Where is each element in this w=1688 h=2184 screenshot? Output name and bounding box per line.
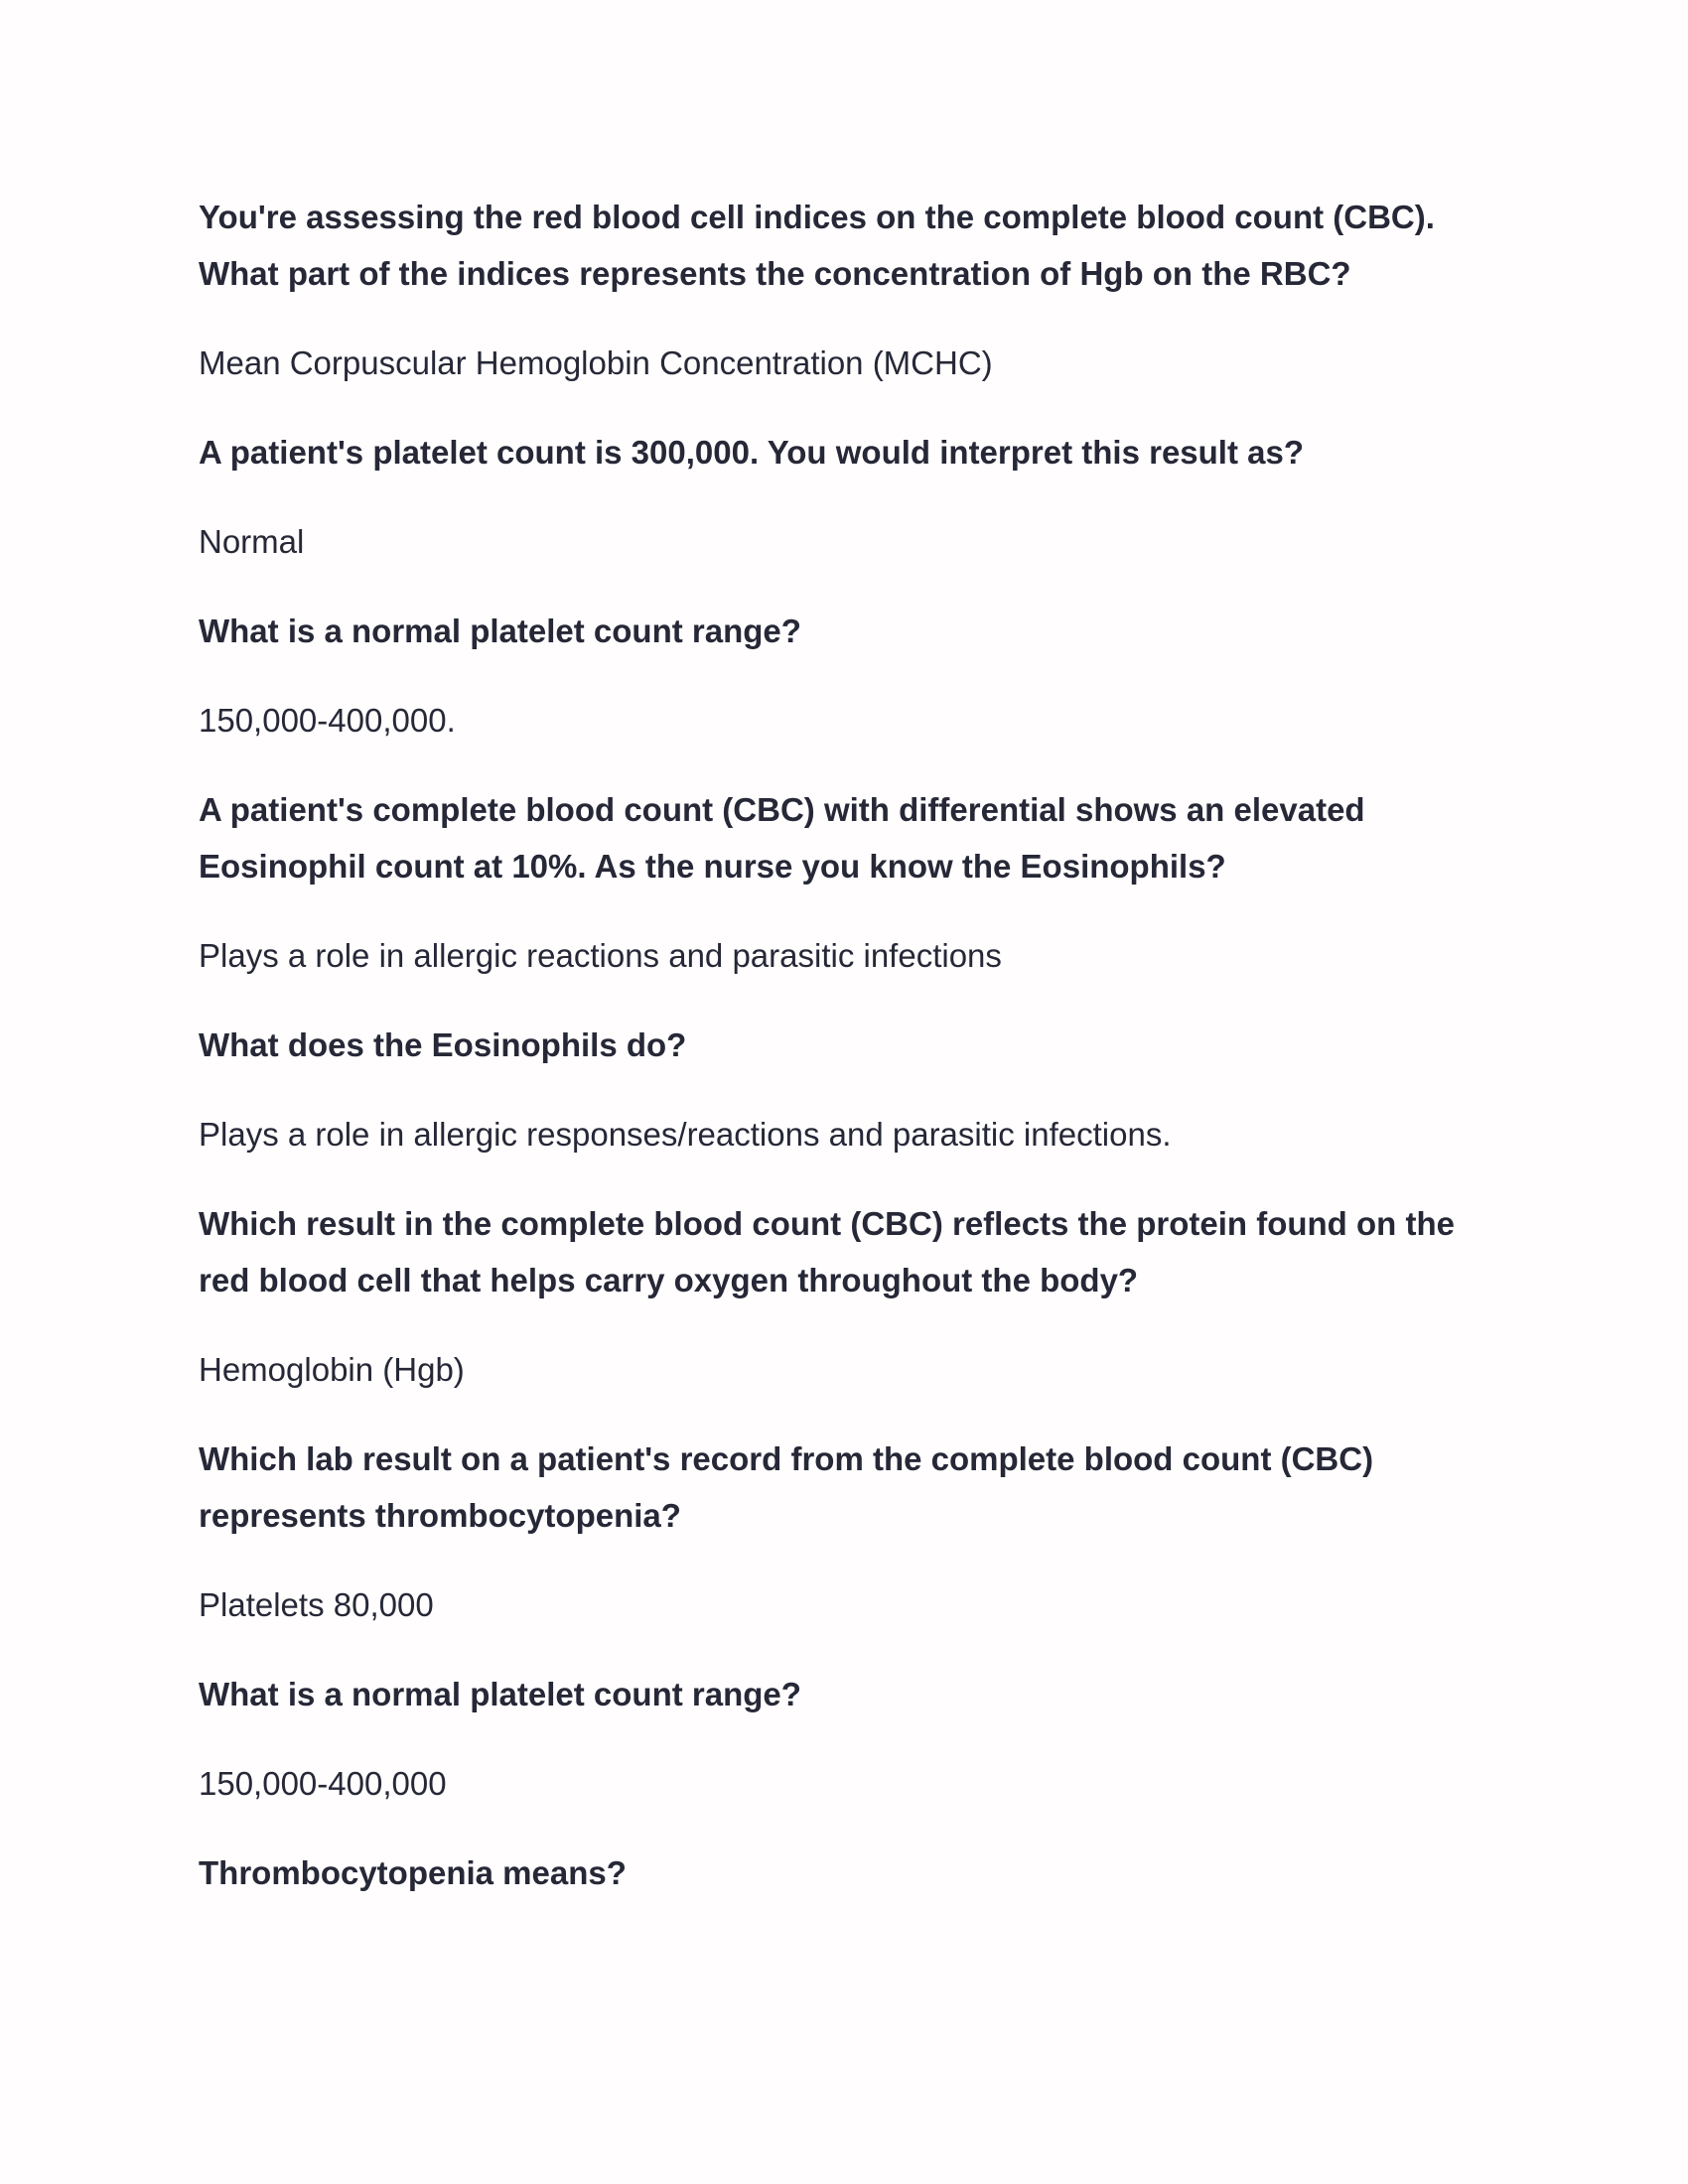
document-page bbox=[199, 189, 1489, 1901]
answer-text: Hemoglobin (Hgb) bbox=[199, 1351, 465, 1388]
answer-text: 150,000-400,000. bbox=[199, 702, 456, 739]
question-text: Thrombocytopenia means? bbox=[199, 1854, 627, 1891]
question-text: A patient's complete blood count (CBC) with differential shows an elevated Eosinophil count at 10%. As the nurse you know the Eosinophils? bbox=[199, 791, 1365, 885]
answer-text: Normal bbox=[199, 523, 305, 560]
answer-text: Plays a role in allergic responses/reactions and parasitic infections. bbox=[199, 1116, 1172, 1153]
qa-item bbox=[199, 1844, 1489, 1901]
question-text: A patient's platelet count is 300,000. You would interpret this result as? bbox=[199, 434, 1304, 471]
qa-item bbox=[199, 1666, 1489, 1812]
question-text: What does the Eosinophils do? bbox=[199, 1026, 687, 1063]
qa-item bbox=[199, 781, 1489, 984]
question-text: Which result in the complete blood count (CBC) reflects the protein found on the red blood cell that helps carry oxygen throughout the body? bbox=[199, 1205, 1455, 1298]
question-text: What is a normal platelet count range? bbox=[199, 1676, 801, 1712]
answer-text: Plays a role in allergic reactions and parasitic infections bbox=[199, 937, 1002, 974]
answer-text: Mean Corpuscular Hemoglobin Concentration (MCHC) bbox=[199, 344, 993, 381]
qa-item bbox=[199, 603, 1489, 749]
qa-item bbox=[199, 424, 1489, 570]
question-text: What is a normal platelet count range? bbox=[199, 613, 801, 649]
question-text: Which lab result on a patient's record from the complete blood count (CBC) represents thrombocytopenia? bbox=[199, 1440, 1374, 1534]
answer-text: Platelets 80,000 bbox=[199, 1586, 434, 1623]
qa-item bbox=[199, 189, 1489, 391]
question-text: You're assessing the red blood cell indices on the complete blood count (CBC). What part of the indices represents the concentration of Hgb on the RBC? bbox=[199, 199, 1435, 292]
qa-item bbox=[199, 1017, 1489, 1162]
qa-item bbox=[199, 1195, 1489, 1398]
answer-text: 150,000-400,000 bbox=[199, 1765, 447, 1802]
qa-item bbox=[199, 1431, 1489, 1633]
